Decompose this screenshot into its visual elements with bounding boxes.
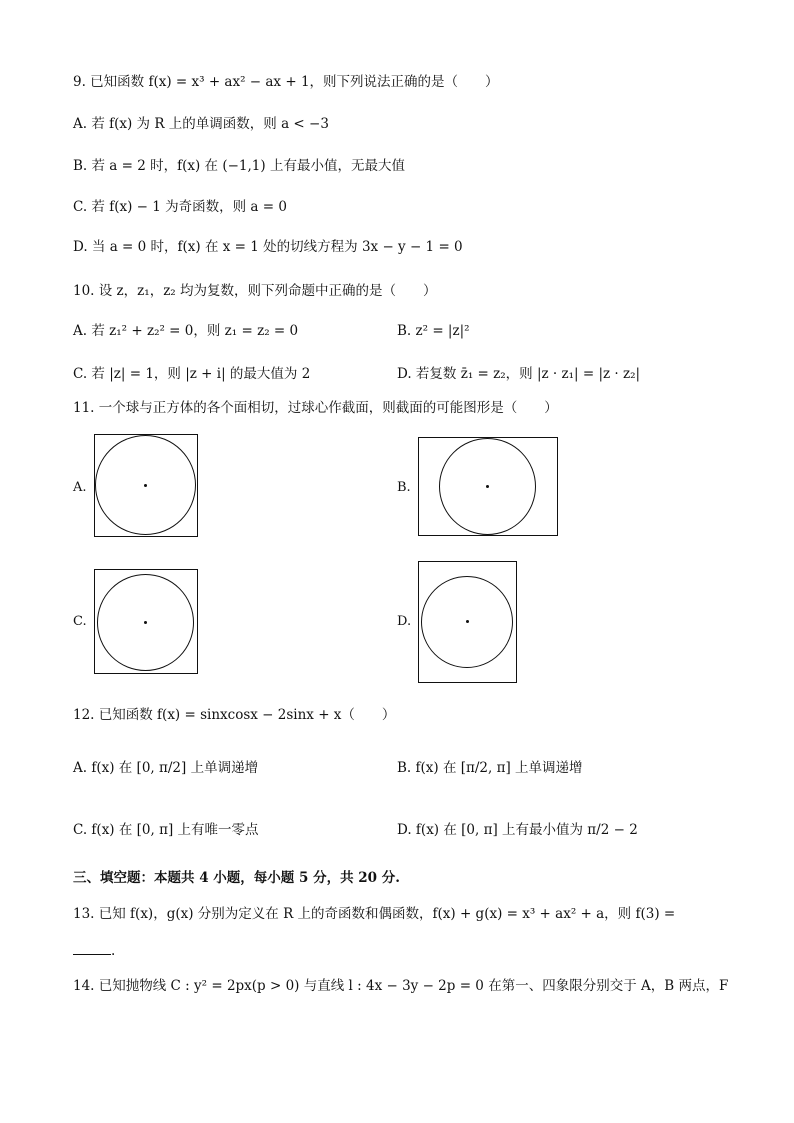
q13-answer-line <box>73 940 115 961</box>
q10-option-d: D. 若复数 z̄₁ = z₂，则 |z · z₁| = |z · z₂| <box>397 366 641 382</box>
q11-figure-a-center-dot <box>144 484 147 487</box>
q10-option-c: C. 若 |z| = 1，则 |z + i| 的最大值为 2 <box>73 366 311 382</box>
q12-option-b: B. f(x) 在 [π/2, π] 上单调递增 <box>397 760 583 776</box>
q13-stem: 13. 已知 f(x)，g(x) 分别为定义在 R 上的奇函数和偶函数，f(x) + g(x) = x³ + ax² + a，则 f(3) = <box>73 906 676 922</box>
q13-period: . <box>111 943 116 959</box>
q9-stem: 9. 已知函数 f(x) = x³ + ax² − ax + 1，则下列说法正确的是（ ） <box>73 74 499 90</box>
q11-label-c: C. <box>73 614 87 629</box>
q14-stem: 14. 已知抛物线 C : y² = 2px(p > 0) 与直线 l : 4x − 3y − 2p = 0 在第一、四象限分别交于 A，B 两点，F <box>73 978 729 994</box>
q12-option-a: A. f(x) 在 [0, π/2] 上单调递增 <box>73 760 259 776</box>
q11-figure-d-rectangle <box>418 561 517 683</box>
q11-figure-d-center-dot <box>466 620 469 623</box>
q12-option-c: C. f(x) 在 [0, π] 上有唯一零点 <box>73 822 259 838</box>
q12-stem: 12. 已知函数 f(x) = sinxcosx − 2sinx + x（ ） <box>73 707 396 723</box>
q9-option-b: B. 若 a = 2 时，f(x) 在 (−1,1) 上有最小值，无最大值 <box>73 158 405 174</box>
q11-figure-b-rectangle <box>418 437 558 536</box>
q10-option-a: A. 若 z₁² + z₂² = 0，则 z₁ = z₂ = 0 <box>73 323 299 339</box>
q9-option-c: C. 若 f(x) − 1 为奇函数，则 a = 0 <box>73 199 287 215</box>
section-3-heading: 三、填空题：本题共 4 小题，每小题 5 分，共 20 分. <box>73 870 400 886</box>
q11-label-a: A. <box>73 480 87 495</box>
q9-option-d: D. 当 a = 0 时，f(x) 在 x = 1 处的切线方程为 3x − y − 1 = 0 <box>73 239 463 255</box>
q10-stem: 10. 设 z，z₁，z₂ 均为复数，则下列命题中正确的是（ ） <box>73 283 437 299</box>
q11-label-b: B. <box>397 480 411 495</box>
q9-option-a: A. 若 f(x) 为 R 上的单调函数，则 a < −3 <box>73 116 329 132</box>
q11-figure-b-center-dot <box>486 485 489 488</box>
q11-figure-c-square <box>94 569 198 674</box>
q11-figure-c-center-dot <box>144 621 147 624</box>
q11-stem: 11. 一个球与正方体的各个面相切，过球心作截面，则截面的可能图形是（ ） <box>73 400 558 416</box>
q10-option-b: B. z² = |z|² <box>397 323 470 339</box>
q11-label-d: D. <box>397 614 412 629</box>
q12-option-d: D. f(x) 在 [0, π] 上有最小值为 π/2 − 2 <box>397 822 638 838</box>
q11-figure-a-square <box>94 434 198 537</box>
q13-answer-blank[interactable] <box>73 940 111 955</box>
